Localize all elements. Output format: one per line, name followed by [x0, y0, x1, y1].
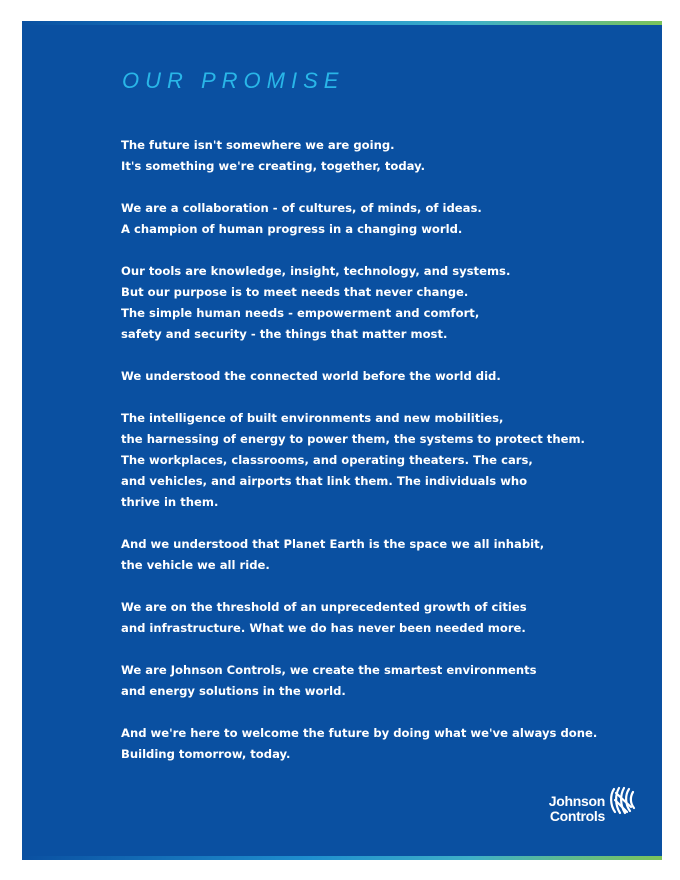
paragraph	[121, 660, 641, 702]
text-line: It's something we're creating, together, today.	[121, 159, 425, 173]
top-gradient-bar	[22, 21, 662, 25]
paragraph	[121, 534, 641, 576]
text-line: the harnessing of energy to power them, the systems to protect them.	[121, 432, 585, 446]
bottom-gradient-bar	[22, 856, 662, 860]
text-line: Building tomorrow, today.	[121, 747, 291, 761]
promise-body	[121, 135, 641, 786]
text-line: The intelligence of built environments and new mobilities,	[121, 411, 504, 425]
johnson-controls-swirl-icon	[607, 785, 639, 817]
text-line: and infrastructure. What we do has never been needed more.	[121, 621, 526, 635]
text-line: safety and security - the things that matter most.	[121, 327, 448, 341]
text-line: thrive in them.	[121, 495, 219, 509]
logo-wordmark	[529, 794, 605, 824]
paragraph	[121, 261, 641, 345]
promise-panel	[22, 21, 662, 860]
paragraph	[121, 597, 641, 639]
text-line: But our purpose is to meet needs that never change.	[121, 285, 469, 299]
paragraph	[121, 135, 641, 177]
paragraph	[121, 198, 641, 240]
logo-line-1: Johnson	[548, 793, 605, 809]
text-line: A champion of human progress in a changing world.	[121, 222, 463, 236]
text-line: the vehicle we all ride.	[121, 558, 270, 572]
text-line: The future isn't somewhere we are going.	[121, 138, 395, 152]
text-line: We are Johnson Controls, we create the smartest environments	[121, 663, 537, 677]
text-line: The simple human needs - empowerment and comfort,	[121, 306, 480, 320]
paragraph	[121, 408, 641, 513]
text-line: We are on the threshold of an unprecedented growth of cities	[121, 600, 527, 614]
text-line: And we're here to welcome the future by doing what we've always done.	[121, 726, 598, 740]
logo-line-2: Controls	[549, 808, 605, 824]
text-line: and energy solutions in the world.	[121, 684, 346, 698]
text-line: Our tools are knowledge, insight, technology, and systems.	[121, 264, 511, 278]
text-line: And we understood that Planet Earth is the space we all inhabit,	[121, 537, 545, 551]
johnson-controls-logo	[529, 783, 639, 833]
text-line: and vehicles, and airports that link them. The individuals who	[121, 474, 528, 488]
text-line: The workplaces, classrooms, and operating theaters. The cars,	[121, 453, 533, 467]
page-title: OUR PROMISE	[122, 68, 345, 93]
paragraph	[121, 366, 641, 387]
text-line: We understood the connected world before the world did.	[121, 369, 501, 383]
paragraph	[121, 723, 641, 765]
text-line: We are a collaboration - of cultures, of minds, of ideas.	[121, 201, 482, 215]
